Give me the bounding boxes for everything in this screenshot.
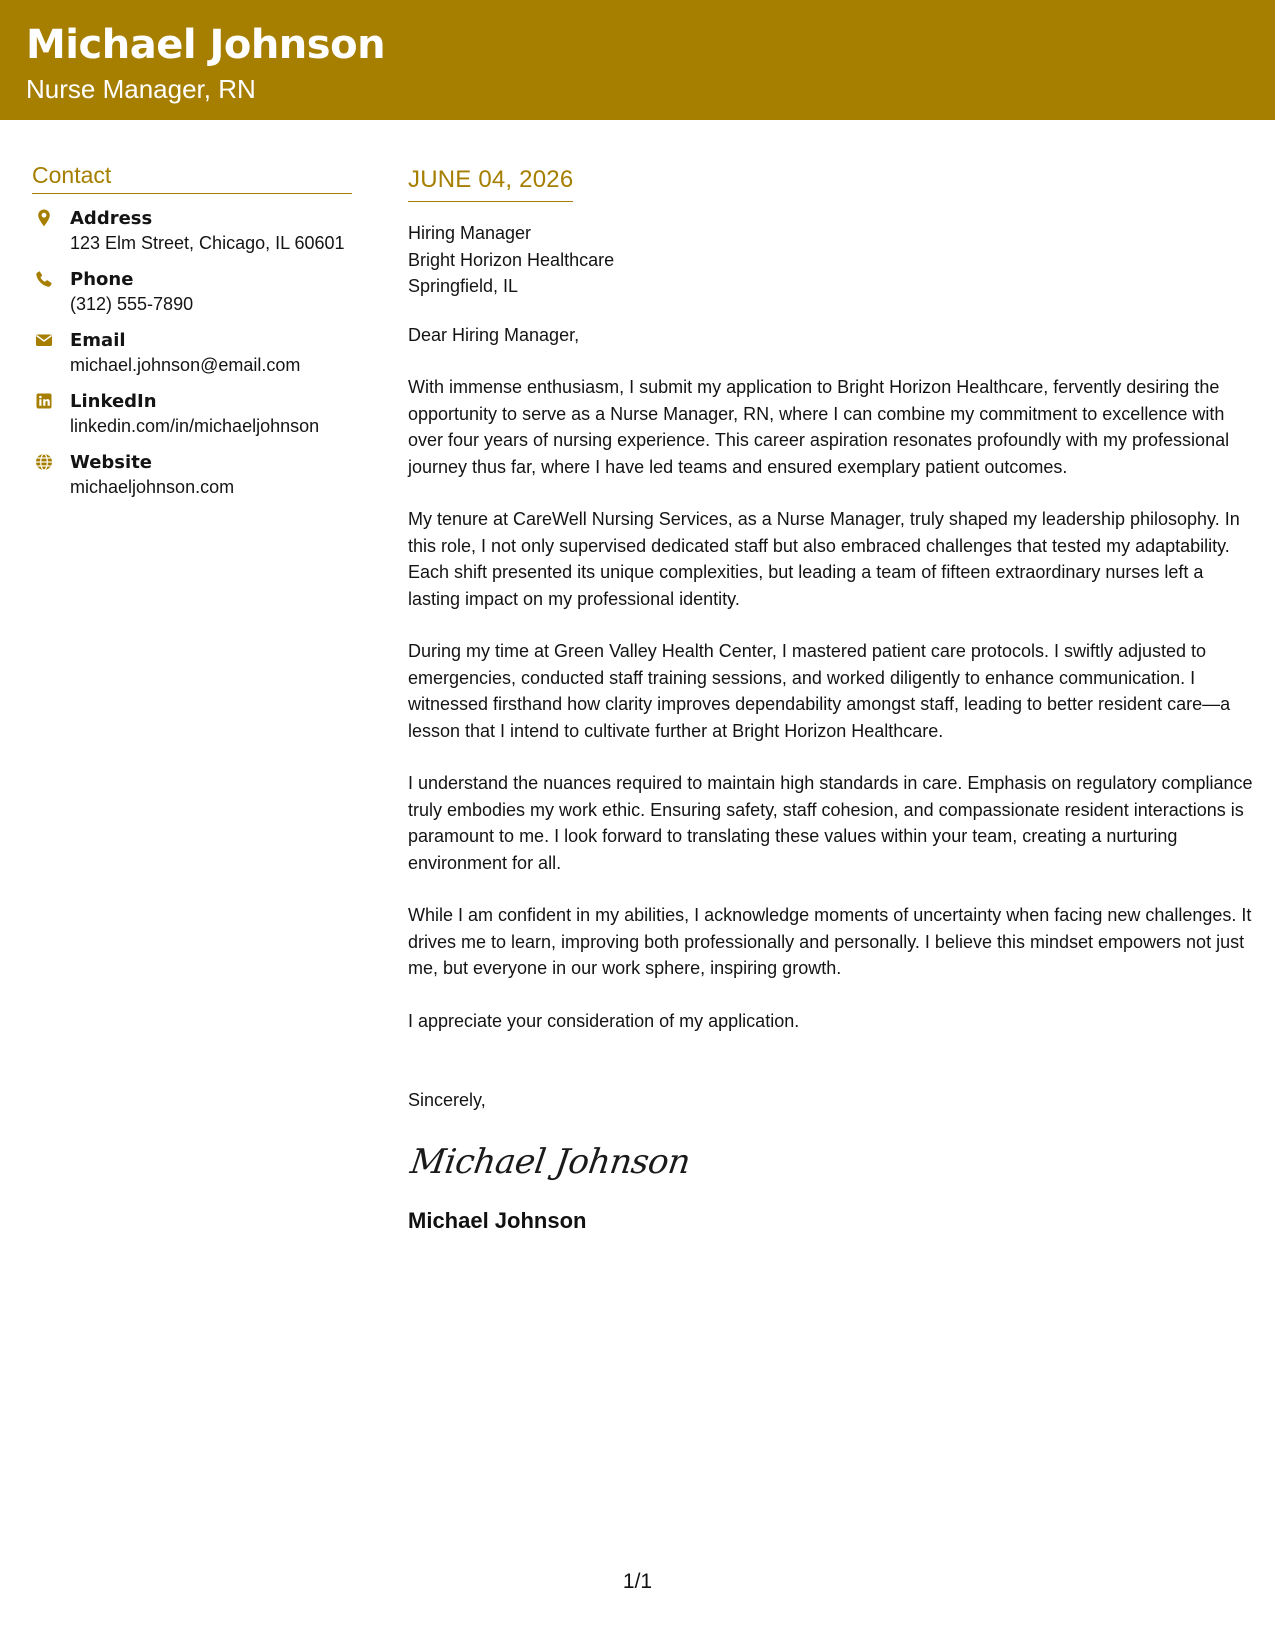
globe-icon <box>34 452 54 472</box>
contact-list <box>32 207 352 499</box>
contact-item-email <box>32 329 352 377</box>
contact-label: Website <box>70 452 153 473</box>
header-banner <box>0 0 1275 120</box>
contact-item-address <box>32 207 352 255</box>
applicant-name: Michael Johnson <box>26 22 386 68</box>
contact-item-website <box>32 451 352 499</box>
contact-label: Email <box>70 330 126 351</box>
closing: Sincerely, <box>408 1090 486 1110</box>
page-number: 1/1 <box>622 1570 653 1593</box>
contact-item-linkedin <box>32 390 352 438</box>
body-paragraph: While I am confident in my abilities, I acknowledge moments of uncertainty when facing new challenges. It drives me to learn, improving both professionally and personally. I believe this mindset empowers not just me, but everyone in our work sphere, inspiring growth. <box>408 905 1252 978</box>
body-paragraph: With immense enthusiasm, I submit my application to Bright Horizon Healthcare, fervently desiring the opportunity to serve as a Nurse Manager, RN, where I can combine my commitment to excellence with over four years of nursing experience. This career aspiration resonates profoundly with my professional journey thus far, where I have led teams and ensured exemplary patient outcomes. <box>408 377 1230 477</box>
recipient-line: Bright Horizon Healthcare <box>408 249 615 270</box>
email-value[interactable]: michael.johnson@email.com <box>70 355 301 375</box>
map-pin-icon <box>34 208 54 228</box>
contact-label: LinkedIn <box>70 391 157 412</box>
contact-heading: Contact <box>32 162 352 194</box>
body-paragraph: My tenure at CareWell Nursing Services, as a Nurse Manager, truly shaped my leadership philosophy. In this role, I not only supervised dedicated staff but also embraced challenges that tested my adaptability. Each shift presented its unique complexities, but leading a team of fifteen extraordinary nurses left a lasting impact on my professional identity. <box>408 509 1240 609</box>
handwritten-signature: Michael Johnson <box>408 1141 693 1182</box>
recipient-line: Springfield, IL <box>408 276 519 296</box>
salutation: Dear Hiring Manager, <box>408 324 580 345</box>
address-value: 123 Elm Street, Chicago, IL 60601 <box>70 233 345 253</box>
body-paragraph: I appreciate your consideration of my application. <box>408 1010 800 1031</box>
letter-date: JUNE 04, 2026 <box>408 166 573 202</box>
linkedin-value[interactable]: linkedin.com/in/michaeljohnson <box>70 416 320 436</box>
recipient-block <box>408 220 1253 300</box>
body-paragraph: During my time at Green Valley Health Center, I mastered patient care protocols. I swiftly adjusted to emergencies, conducted staff training sessions, and worked diligently to enhance communication. I witnessed firsthand how clarity improves dependability amongst staff, leading to better resident care—a lesson that I intend to cultivate further at Bright Horizon Healthcare. <box>408 641 1231 741</box>
applicant-title: Nurse Manager, RN <box>26 74 256 104</box>
website-value[interactable]: michaeljohnson.com <box>70 477 235 497</box>
letter-body <box>408 166 1253 1234</box>
body-paragraph: I understand the nuances required to maintain high standards in care. Emphasis on regulatory compliance truly embodies my work ethic. Ensuring safety, staff cohesion, and compassionate resident interactions is paramount to me. I look forward to translating these values within your team, creating a nurturing environment for all. <box>408 773 1253 873</box>
contact-item-phone <box>32 268 352 316</box>
envelope-icon <box>34 330 54 350</box>
linkedin-icon <box>34 391 54 411</box>
contact-label: Phone <box>70 269 134 290</box>
signed-name: Michael Johnson <box>408 1207 587 1233</box>
phone-icon <box>34 269 54 289</box>
contact-sidebar <box>32 162 352 512</box>
phone-value: (312) 555-7890 <box>70 294 194 314</box>
recipient-line: Hiring Manager <box>408 223 532 243</box>
contact-label: Address <box>70 208 153 229</box>
